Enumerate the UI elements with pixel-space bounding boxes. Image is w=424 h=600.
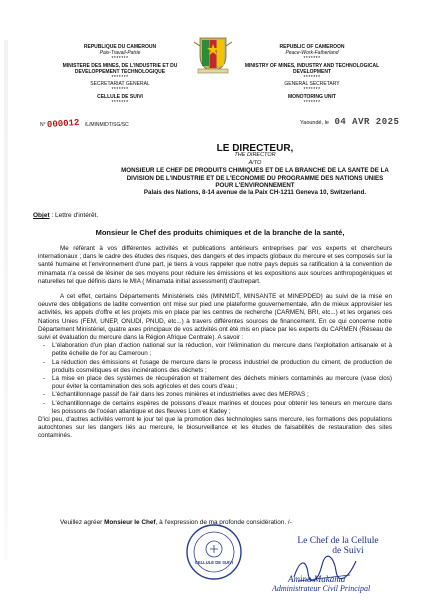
subject-line bbox=[33, 212, 98, 219]
list-item: - L'échantillonnage de certains espères de poissons d'eaux marines et douces pour obtenir les teneurs en mercure dans les poissons de l'océan atlantique et des fleuves Lom et Kadey ; bbox=[52, 400, 392, 416]
stars-separator: ******* bbox=[111, 75, 129, 82]
signatory-name: Amina Makama bbox=[288, 574, 346, 584]
stars-separator: ******* bbox=[111, 56, 129, 63]
addressee-block bbox=[120, 145, 390, 197]
cameroon-coat-of-arms-icon bbox=[192, 32, 234, 74]
date-stamp: 04 AVR 2025 bbox=[334, 117, 400, 127]
stars-separator: ******* bbox=[303, 56, 321, 63]
motto-en: Peace-Work-Fatherland bbox=[285, 50, 339, 57]
motto-fr: Paix-Travail-Patrie bbox=[99, 50, 141, 57]
letter-body bbox=[38, 245, 392, 448]
subject-text: : Lettre d'intérêt. bbox=[49, 212, 99, 219]
handwritten-signature-icon bbox=[290, 555, 360, 585]
activities-list bbox=[38, 342, 392, 416]
list-item: - L'échantillonnage passif de l'air dans les zones minières et industrielles avec des MERPAS ; bbox=[52, 391, 392, 399]
reference-number bbox=[40, 119, 129, 129]
unit-name-en: MONOTORING UNIT bbox=[288, 93, 336, 100]
body-paragraph: D'ici peu, d'autres activités verront le jour tel que la promotion des technologies sans mercure, les formations des populations autochtones sur les dangers liés au mercure, le biosurveillance et les études de faisabilités de restauration des sites contaminés. bbox=[38, 416, 392, 440]
official-seal-stamp-icon bbox=[185, 523, 243, 581]
header-left-french bbox=[40, 44, 200, 106]
addressee-address: Palais des Nations, 8-14 avenue de la Paix CH-1211 Geneva 10, Switzerland. bbox=[143, 189, 367, 197]
stars-separator: ******* bbox=[111, 87, 129, 94]
seal-text: CELLULE DE SUIVI bbox=[194, 560, 234, 565]
signature-line-1: Le Chef de la Cellule bbox=[297, 536, 379, 546]
sender-title-en: THE DIRECTOR bbox=[234, 152, 276, 159]
sender-title: LE DIRECTEUR, bbox=[216, 143, 294, 154]
list-item: - La mise en place des systèmes de récupération et traitement des déchets miniers contaminés au mercure (vase clos) pour éviter la contamination des sols agricoles et des cours d'eau ; bbox=[52, 375, 392, 391]
closing-pre: Veuillez agréer bbox=[60, 519, 105, 526]
cell-name-fr: CELLULE DE SUIVI bbox=[97, 93, 143, 100]
ministry-name-fr: MINISTERE DES MINES, DE L'INDUSTRIE ET DU DEVELOPPEMENT TECHNOLOGIQUE bbox=[62, 62, 178, 75]
secretariat-en: GENERAL SECRETARY bbox=[284, 81, 340, 88]
page-edge-shadow bbox=[4, 40, 8, 560]
header-right-english bbox=[232, 44, 392, 106]
stars-separator: ******* bbox=[303, 75, 321, 82]
stars-separator: ******* bbox=[303, 99, 321, 106]
country-name-fr: REPUBLIQUE DU CAMEROUN bbox=[83, 44, 157, 50]
addressee-name: MONSIEUR LE CHEF DE PRODUITS CHIMIQUES ET DE LA BRANCHE DE LA SANTE DE LA DIVISION DE L'INDUSTRIE ET DE L'ECONOMIE DU PROGRAMME DES NATIONS UNIES POUR L'ENVIRONNEMENT bbox=[121, 167, 389, 190]
addressee-to-label: A/TO bbox=[248, 159, 262, 166]
closing-bold: Monsieur le Chef bbox=[104, 519, 156, 526]
country-name-en: REPUBLIC OF CAMEROON bbox=[279, 44, 345, 50]
stars-separator: ******* bbox=[303, 87, 321, 94]
body-paragraph: A cet effet, certains Départements Ministériels clés (MINMIDT, MINSANTE et MINEPDED) au suivi de la mise en oeuvre des obligations de ladite convention ont mise sur pied une plateforme gouvernementale, afin de mieux approvisier les activités, les appels d'offre et les projets mis en place par les centres de recherche (CARMEN, BRI, etc...) et les organes ces Nations Unies (FEM, UNEP, ONUDI, PNUD, etc...) à travers différentes sources de financement. En ce qui concerne notre Département Ministériel, quatre axes principaux de vos activités ont été mis en place par les experts du CARMEN (Réseau de suivi et évaluation du mercure dans la Région Afrique Centrale). A savoir : bbox=[38, 293, 392, 342]
stars-separator: ******* bbox=[111, 99, 129, 106]
reference-stamp-number: 000012 bbox=[46, 117, 80, 131]
body-paragraph: Me référant à vos différentes activités et publications antérieurs entreprises par vos experts et chercheurs internationaux ; dans le cadre des études des risques, des dangers et des impacts globaux du mercure et ses composés sur la santé humaine et l'environnement d'une part, je tiens à vous rappeler que notre pays depuis sa ratification à la convention de minamata n'a cessé de lésiner de ses moyens pour réduire les émissions et les expositions aux sources anthropogéniques et naturelles tel que définis dans le MIA ( Minamata initial assessment) d'autrepart. bbox=[38, 245, 392, 285]
secretariat-fr: SECRETARIAT GENERAL bbox=[90, 81, 150, 88]
signature-line-2: de Suivi bbox=[332, 546, 364, 556]
date-place: Yaoundé, le bbox=[300, 120, 329, 126]
ministry-name-en: MINISTRY OF MINES, INDUSTRY AND TECHNOLOGICAL DEVELOPMENT bbox=[244, 62, 380, 75]
signatory-title: Administrateur Civil Principal bbox=[272, 584, 371, 593]
subject-label: Objet bbox=[33, 212, 50, 219]
closing-post: , à l'expression de ma profonde considération. /- bbox=[155, 519, 292, 526]
list-item: - L'élaboration d'un plan d'action national sur la réduction, voir l'élimination du mercure dans l'exploitation artisanale et à petite échelle de l'or au Cameroun ; bbox=[52, 342, 392, 358]
reference-prefix: N° bbox=[40, 122, 46, 128]
reference-suffix: /L/MINMIDT/SG/SC bbox=[84, 122, 129, 128]
date-line bbox=[300, 117, 399, 127]
list-item: - La réduction des émissions et l'usage de mercure dans le process industriel de production du ciment, de production de produits cosmétiques et des incinérations des déchets ; bbox=[52, 359, 392, 375]
salutation: Monsieur le Chef des produits chimiques et de la branche de la santé, bbox=[95, 228, 345, 237]
